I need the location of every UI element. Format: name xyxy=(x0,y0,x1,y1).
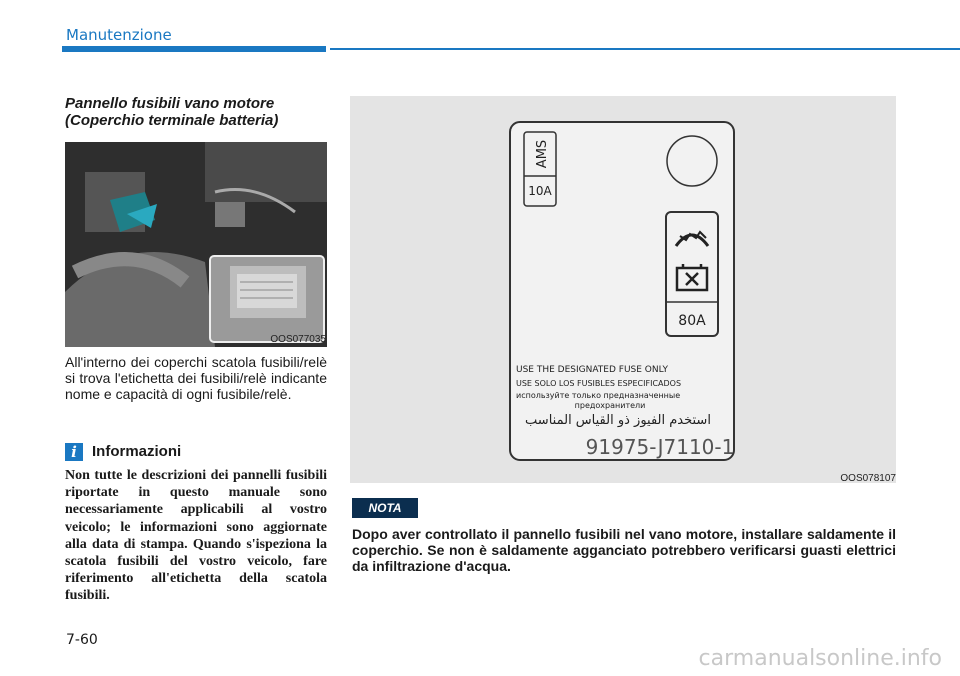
watermark: carmanualsonline.info xyxy=(698,646,942,671)
subsection-title: Pannello fusibili vano motore (Coperchio terminale batteria) xyxy=(65,95,279,129)
fuse-rating-text: 10A xyxy=(528,184,552,198)
engine-bay-photo xyxy=(65,142,327,347)
label-line-en: USE THE DESIGNATED FUSE ONLY xyxy=(516,365,668,375)
fuse-label-photo xyxy=(350,96,896,483)
nota-badge: NOTA xyxy=(352,498,418,518)
part-number-text: 91975-J7110-1 xyxy=(585,435,735,459)
intro-paragraph: All'interno dei coperchi scatola fusibili/relè si trova l'etichetta dei fusibili/relè indicante nome e capacità di ogni fusibile/relè. xyxy=(65,354,327,402)
engine-bay-illustration xyxy=(65,142,327,347)
page-number: 7-60 xyxy=(66,632,98,648)
fuse-name-text: AMS xyxy=(535,139,550,169)
header-bar-thick xyxy=(62,46,326,52)
main-fuse-rating-text: 80A xyxy=(678,313,706,329)
photo-caption-left: OOS077035 xyxy=(270,334,326,345)
label-line-ru2: предохранители xyxy=(574,401,646,410)
info-icon: i xyxy=(65,443,83,461)
header-bar-thin xyxy=(330,48,960,50)
fuse-label-illustration xyxy=(350,96,896,483)
label-line-ar: استخدم الفيوز ذو القياس المناسب xyxy=(525,413,711,428)
photo-caption-right: OOS078107 xyxy=(840,473,896,484)
label-line-es: USE SOLO LOS FUSIBLES ESPECIFICADOS xyxy=(516,379,682,388)
nota-paragraph: Dopo aver controllato il pannello fusibili nel vano motore, installare saldamente il coperchio. Se non è saldamente agganciato potrebbero verificarsi guasti elettrici da infiltrazione d'acqua. xyxy=(352,526,896,574)
info-paragraph: Non tutte le descrizioni dei pannelli fusibili riportate in questo manuale sono necessariamente applicabili al vostro veicolo; le informazioni sono aggiornate alla data di stampa. Quando s'ispeziona la scatola fusibili del vostro veicolo, fare riferimento all'etichetta della scatola fusibili. xyxy=(65,468,327,604)
label-line-ru1: используйте только предназначенные xyxy=(516,391,681,400)
info-heading: Informazioni xyxy=(92,443,182,460)
section-title: Manutenzione xyxy=(66,26,172,44)
